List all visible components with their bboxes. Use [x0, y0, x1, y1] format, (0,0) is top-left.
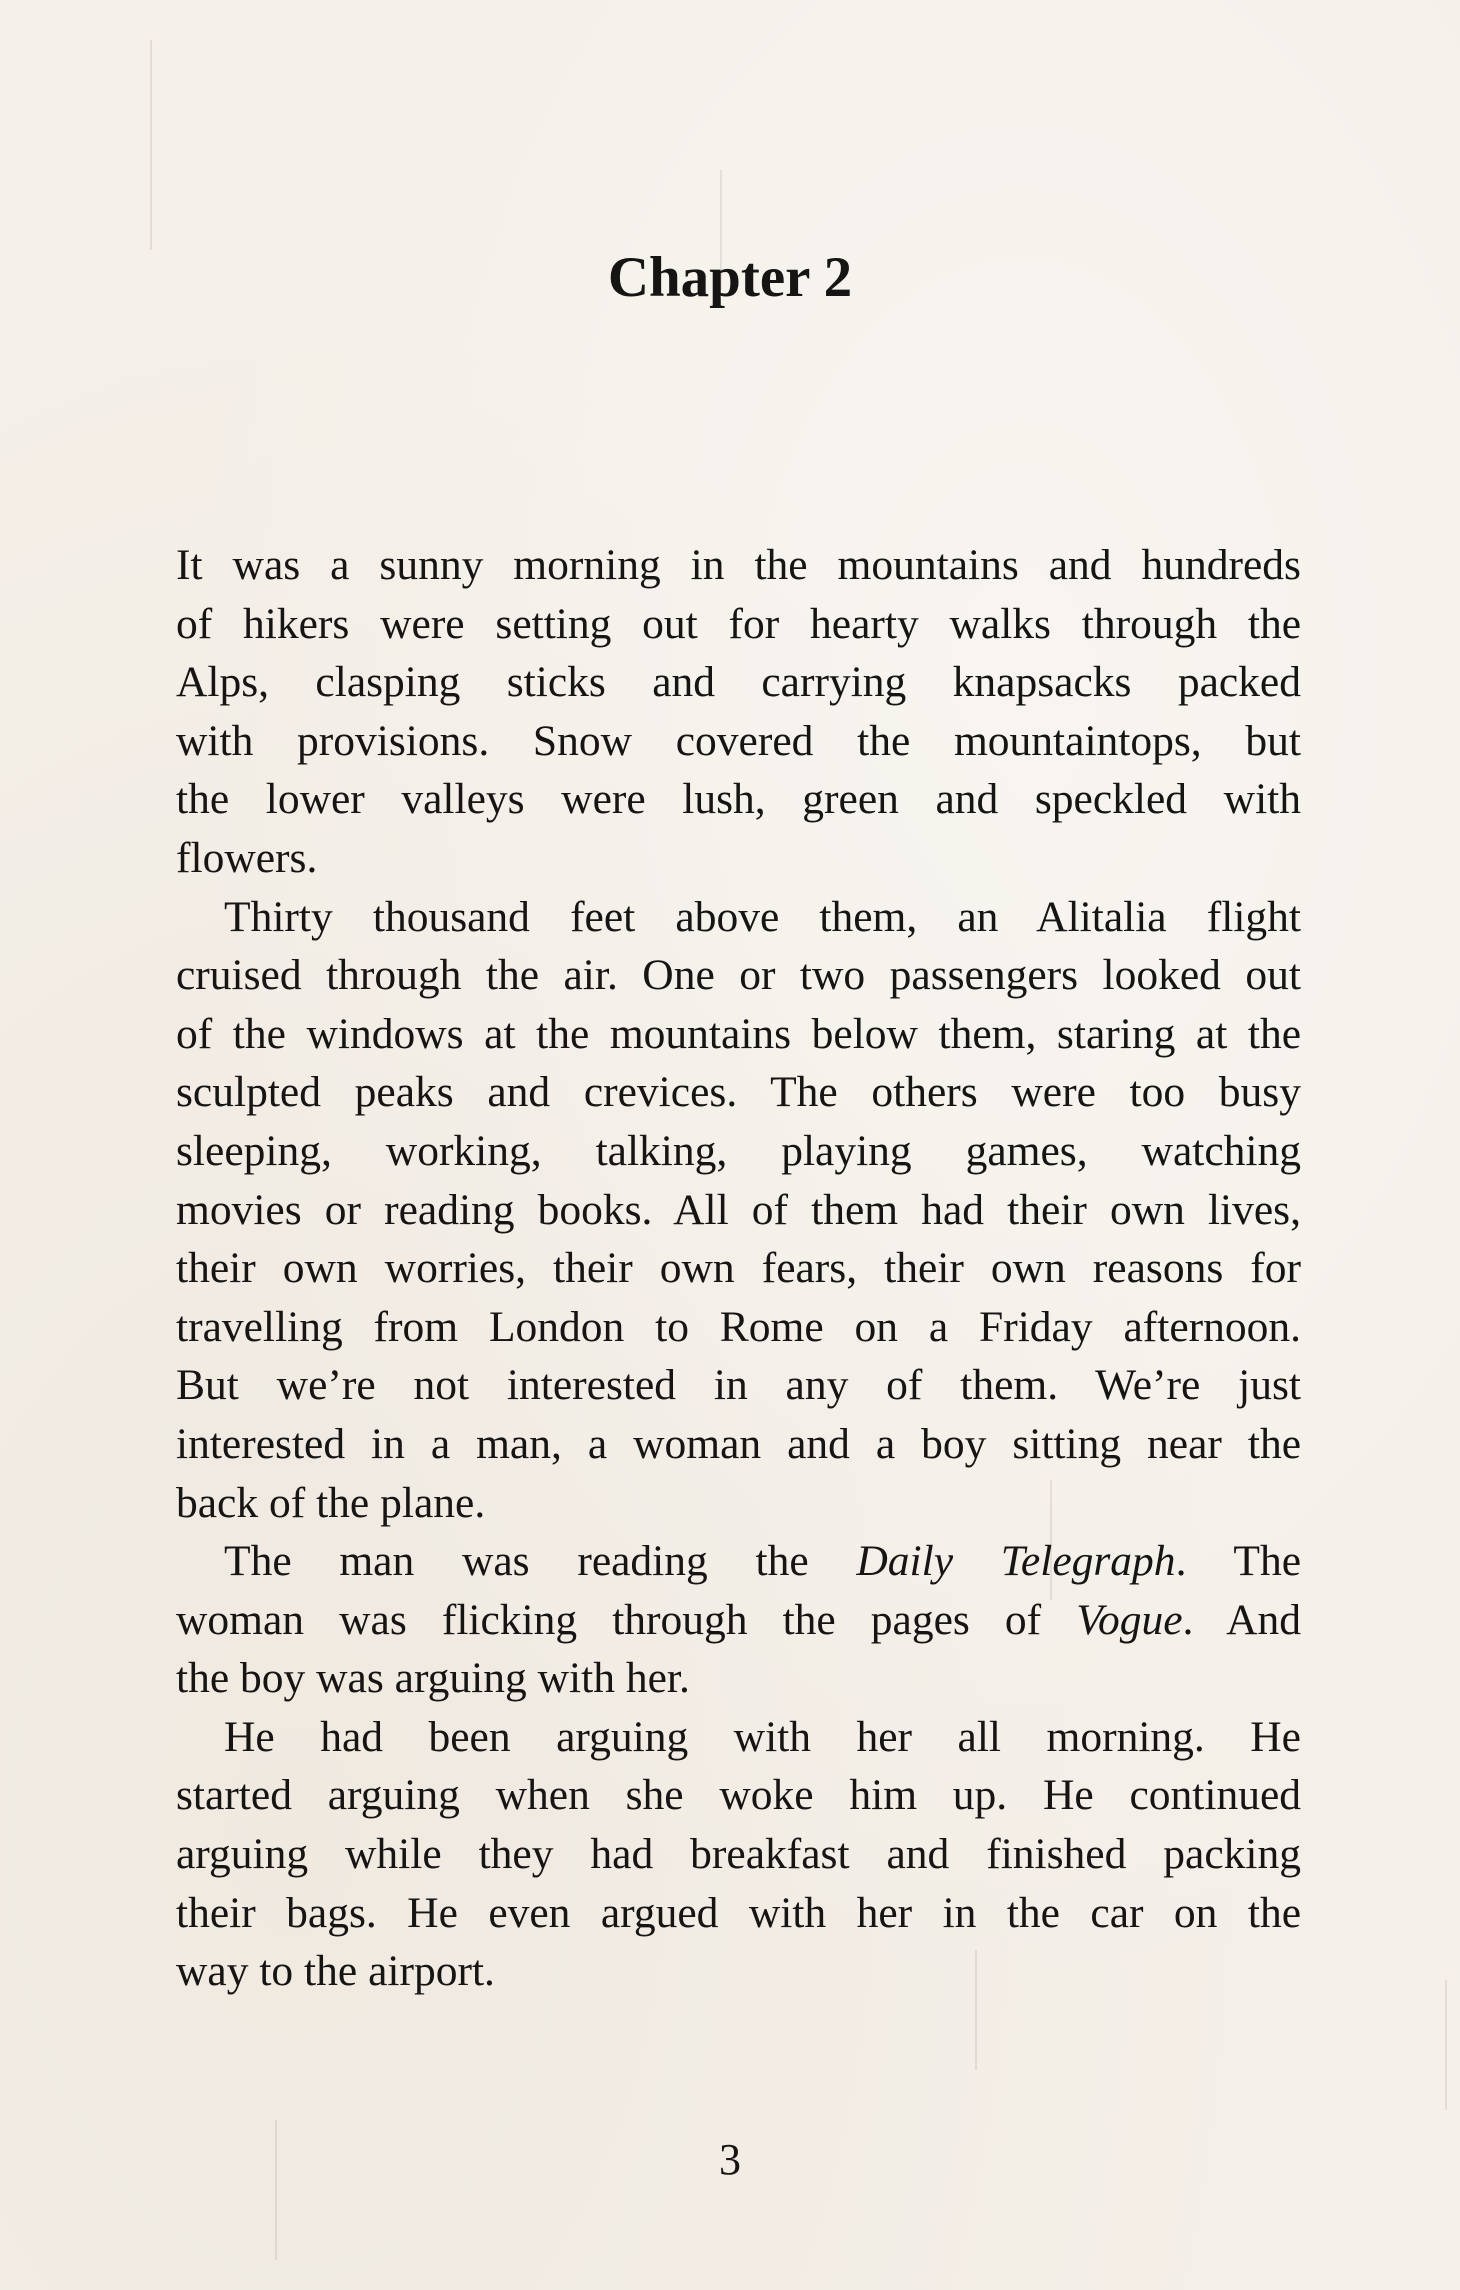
- text-line: He had been arguing with her all morning. He: [224, 1712, 1301, 1761]
- text-line: arguing while they had breakfast and finished packing: [176, 1830, 1301, 1879]
- text-line: the lower valleys were lush, green and speckled with: [176, 775, 1301, 824]
- text-line: sleeping, working, talking, playing games, watching: [176, 1126, 1301, 1175]
- paragraph-1: [176, 536, 1301, 888]
- text-line: But we’re not interested in any of them. We’re just: [176, 1361, 1301, 1410]
- text-line: back of the plane.: [176, 1478, 486, 1527]
- text-line: movies or reading books. All of them had their own lives,: [176, 1185, 1301, 1234]
- text-line: of hikers were setting out for hearty walks through the: [176, 599, 1301, 648]
- text-span: woman was flicking through the pages of: [176, 1595, 1077, 1644]
- chapter-body: [176, 536, 1301, 2001]
- text-line: sculpted peaks and crevices. The others were too busy: [176, 1068, 1301, 1117]
- text-span: . And: [1182, 1595, 1301, 1644]
- magazine-title: Vogue: [1076, 1595, 1183, 1644]
- text-line: It was a sunny morning in the mountains and hundreds: [176, 541, 1301, 589]
- text-line: interested in a man, a woman and a boy sitting near the: [176, 1419, 1301, 1468]
- text-line: with provisions. Snow covered the mountaintops, but: [176, 716, 1301, 765]
- text-line: travelling from London to Rome on a Friday afternoon.: [176, 1302, 1301, 1351]
- text-line: way to the airport.: [176, 1947, 495, 1996]
- newspaper-title: Daily Telegraph: [856, 1537, 1176, 1586]
- text-line: their bags. He even argued with her in the car on the: [176, 1888, 1301, 1937]
- paragraph-4: [176, 1708, 1301, 2001]
- page-number: 3: [719, 2135, 741, 2184]
- text-line: [176, 1532, 1301, 1591]
- chapter-title: Chapter 2: [607, 246, 853, 309]
- text-line: of the windows at the mountains below them, staring at the: [176, 1009, 1301, 1058]
- text-line: their own worries, their own fears, their own reasons for: [176, 1244, 1301, 1293]
- text-line: Thirty thousand feet above them, an Alitalia flight: [224, 892, 1301, 941]
- paper-crease: [1445, 1980, 1447, 2110]
- paper-crease: [150, 40, 152, 250]
- text-line: cruised through the air. One or two passengers looked out: [176, 951, 1301, 1000]
- text-line: flowers.: [176, 833, 318, 882]
- text-line: [176, 1591, 1301, 1650]
- text-span: . The: [1175, 1537, 1301, 1586]
- paragraph-3: [176, 1532, 1301, 1708]
- text-line: the boy was arguing with her.: [176, 1654, 690, 1703]
- text-line: started arguing when she woke him up. He continued: [176, 1771, 1301, 1820]
- text-line: Alps, clasping sticks and carrying knapsacks packed: [176, 658, 1301, 707]
- text-span: The man was reading the: [224, 1537, 857, 1586]
- paragraph-2: [176, 888, 1301, 1533]
